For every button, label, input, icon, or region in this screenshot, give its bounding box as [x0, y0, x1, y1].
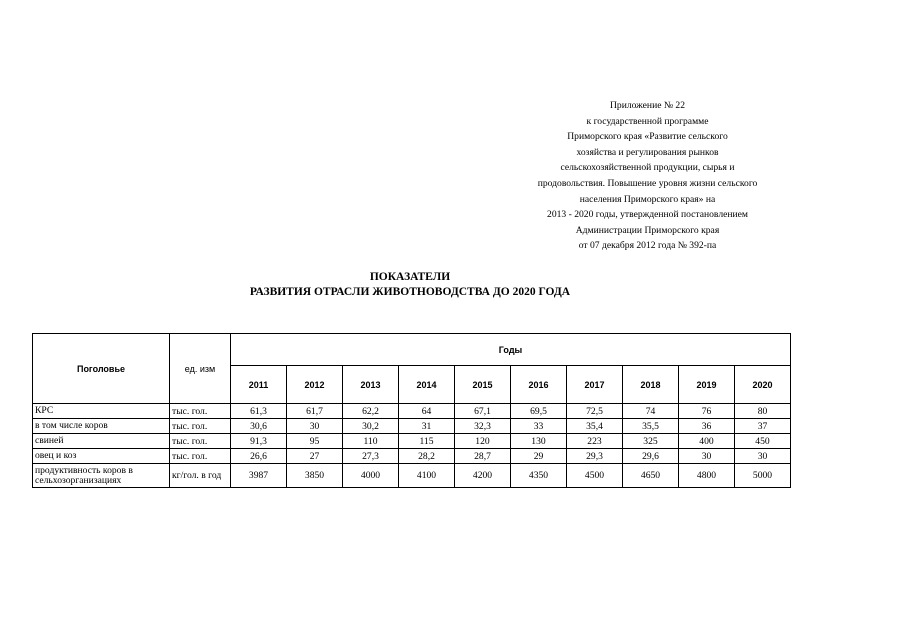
cell-value: 4650	[623, 464, 679, 488]
appendix-line: населения Приморского края» на	[579, 193, 716, 205]
cell-value: 61,7	[287, 404, 343, 419]
year-header: 2019	[679, 366, 735, 404]
year-header: 2020	[735, 366, 791, 404]
cell-value: 36	[679, 419, 735, 434]
document-title	[200, 270, 620, 300]
cell-value: 80	[735, 404, 791, 419]
appendix-line: к государственной программе	[586, 115, 709, 127]
cell-value: 31	[399, 419, 455, 434]
cell-value: 450	[735, 434, 791, 449]
cell-value: 32,3	[455, 419, 511, 434]
row-unit: тыс. гол.	[170, 449, 231, 464]
appendix-line: Приморского края «Развитие сельского	[567, 131, 728, 143]
year-header: 2014	[399, 366, 455, 404]
cell-value: 72,5	[567, 404, 623, 419]
cell-value: 67,1	[455, 404, 511, 419]
cell-value: 29,3	[567, 449, 623, 464]
cell-value: 95	[287, 434, 343, 449]
year-header: 2018	[623, 366, 679, 404]
cell-value: 4200	[455, 464, 511, 488]
header-livestock: Поголовье	[33, 334, 170, 404]
cell-value: 3850	[287, 464, 343, 488]
livestock-indicators-table	[32, 333, 791, 488]
appendix-line: Администрации Приморского края	[575, 224, 720, 236]
row-unit: кг/гол. в год	[170, 464, 231, 488]
cell-value: 74	[623, 404, 679, 419]
appendix-note	[500, 98, 795, 254]
header-years: Годы	[231, 334, 791, 366]
appendix-line: 2013 - 2020 годы, утвержденной постановлением	[547, 209, 748, 221]
cell-value: 28,2	[399, 449, 455, 464]
cell-value: 30,6	[231, 419, 287, 434]
cell-value: 30	[735, 449, 791, 464]
row-name: продуктивность коров в сельхозорганизациях	[33, 464, 170, 488]
cell-value: 223	[567, 434, 623, 449]
title-line-2: РАЗВИТИЯ ОТРАСЛИ ЖИВОТНОВОДСТВА ДО 2020 ГОДА	[249, 286, 571, 298]
year-header: 2016	[511, 366, 567, 404]
cell-value: 30	[287, 419, 343, 434]
cell-value: 35,4	[567, 419, 623, 434]
cell-value: 33	[511, 419, 567, 434]
header-unit: ед. изм	[170, 334, 231, 404]
appendix-line: Приложение № 22	[609, 100, 686, 111]
cell-value: 3987	[231, 464, 287, 488]
table-row	[33, 434, 791, 449]
row-name: свиней	[33, 434, 170, 449]
cell-value: 28,7	[455, 449, 511, 464]
cell-value: 400	[679, 434, 735, 449]
cell-value: 120	[455, 434, 511, 449]
cell-value: 27,3	[343, 449, 399, 464]
cell-value: 5000	[735, 464, 791, 488]
cell-value: 37	[735, 419, 791, 434]
cell-value: 76	[679, 404, 735, 419]
cell-value: 4800	[679, 464, 735, 488]
appendix-line: продовольствия. Повышение уровня жизни сельского	[537, 177, 758, 189]
cell-value: 4350	[511, 464, 567, 488]
cell-value: 27	[287, 449, 343, 464]
cell-value: 115	[399, 434, 455, 449]
cell-value: 62,2	[343, 404, 399, 419]
appendix-line: хозяйства и регулирования рынков	[576, 146, 719, 158]
year-header: 2017	[567, 366, 623, 404]
cell-value: 325	[623, 434, 679, 449]
cell-value: 4100	[399, 464, 455, 488]
year-header: 2012	[287, 366, 343, 404]
year-header: 2013	[343, 366, 399, 404]
cell-value: 30	[679, 449, 735, 464]
row-name: в том числе коров	[33, 419, 170, 434]
cell-value: 61,3	[231, 404, 287, 419]
table-row	[33, 404, 791, 419]
table-row	[33, 449, 791, 464]
cell-value: 69,5	[511, 404, 567, 419]
cell-value: 29,6	[623, 449, 679, 464]
cell-value: 64	[399, 404, 455, 419]
cell-value: 130	[511, 434, 567, 449]
year-header: 2011	[231, 366, 287, 404]
cell-value: 4000	[343, 464, 399, 488]
year-header: 2015	[455, 366, 511, 404]
appendix-line: от 07 декабря 2012 года № 392-па	[578, 240, 717, 252]
cell-value: 29	[511, 449, 567, 464]
table-row	[33, 464, 791, 488]
cell-value: 4500	[567, 464, 623, 488]
row-unit: тыс. гол.	[170, 434, 231, 449]
row-unit: тыс. гол.	[170, 404, 231, 419]
title-line-1: ПОКАЗАТЕЛИ	[369, 271, 451, 283]
row-name: КРС	[33, 404, 170, 419]
cell-value: 35,5	[623, 419, 679, 434]
cell-value: 30,2	[343, 419, 399, 434]
cell-value: 110	[343, 434, 399, 449]
row-unit: тыс. гол.	[170, 419, 231, 434]
table-row	[33, 419, 791, 434]
row-name: овец и коз	[33, 449, 170, 464]
appendix-line: сельскохозяйственной продукции, сырья и	[560, 162, 735, 174]
cell-value: 26,6	[231, 449, 287, 464]
cell-value: 91,3	[231, 434, 287, 449]
